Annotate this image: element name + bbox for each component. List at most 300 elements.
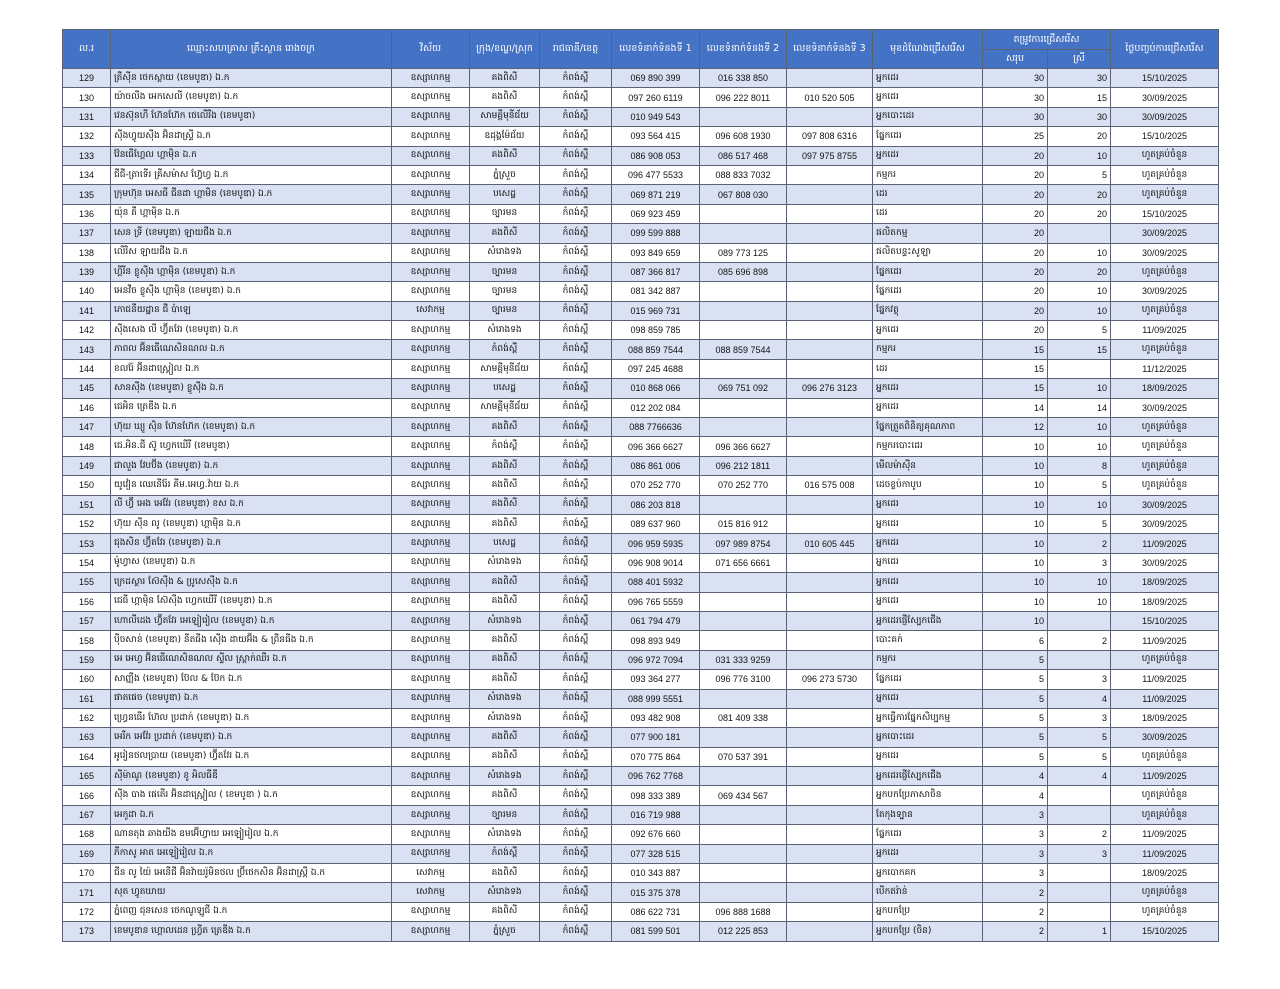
table-row [63, 146, 1219, 165]
cell-phone-1: 086 622 731 [612, 902, 700, 921]
cell-phone-1: 092 676 660 [612, 825, 700, 844]
cell-female: 2 [1048, 631, 1111, 650]
cell-phone-1: 098 859 785 [612, 321, 700, 340]
cell-district: សំរោងទង [470, 883, 540, 902]
cell-position: អ្នកដេរ [873, 573, 983, 592]
cell-phone-2: 085 696 898 [700, 262, 787, 281]
cell-sector: ឧស្សាហកម្ម [392, 321, 470, 340]
cell-deadline: 11/09/2025 [1111, 689, 1219, 708]
cell-total: 20 [983, 243, 1048, 262]
cell-sector: ឧស្សាហកម្ម [392, 146, 470, 165]
cell-position: បោះគក់ [873, 631, 983, 650]
cell-district: ភ្នំស្រួច [470, 922, 540, 941]
header-company: ឈ្មោះសហគ្រាស គ្រឹះស្ថាន រោងចក្រ [111, 30, 392, 69]
cell-no: 146 [63, 398, 111, 417]
cell-sector: ឧស្សាហកម្ម [392, 398, 470, 417]
cell-deadline: 18/09/2025 [1111, 592, 1219, 611]
cell-company: ជីន លូ យ៉ៃ អេនើជី អ៊ិនវ៉ាយរ៉ូមិនថល ប្រ៊ីថេកសិន អ៊ិនដាស្ត្រី ឯ.ក [111, 864, 392, 883]
cell-phone-1: 015 969 731 [612, 301, 700, 320]
header-total: សរុប [983, 50, 1048, 69]
cell-phone-2: 031 333 9259 [700, 650, 787, 669]
cell-female: 20 [1048, 127, 1111, 146]
cell-total: 10 [983, 437, 1048, 456]
cell-female: 10 [1048, 418, 1111, 437]
cell-deadline: 18/09/2025 [1111, 379, 1219, 398]
cell-phone-1: 088 859 7544 [612, 340, 700, 359]
table-row [63, 437, 1219, 456]
cell-phone-3 [787, 398, 873, 417]
cell-district: ច្បារមន [470, 204, 540, 223]
cell-phone-2: 081 409 338 [700, 708, 787, 727]
cell-position: ដេរ [873, 359, 983, 378]
cell-position: អ្នកដេរផ្ញើស្បែកជើង [873, 611, 983, 630]
cell-province: កំពង់ស្ពឺ [540, 825, 612, 844]
cell-deadline: ហូតគ្រប់ចំនួន [1111, 786, 1219, 805]
cell-phone-1: 061 794 479 [612, 611, 700, 630]
cell-deadline: 11/09/2025 [1111, 534, 1219, 553]
cell-company: ម៉ូហ្វាស (ខេមបូឌា) ឯ.ក [111, 553, 392, 572]
cell-province: កំពង់ស្ពឺ [540, 728, 612, 747]
cell-total: 10 [983, 476, 1048, 495]
cell-province: កំពង់ស្ពឺ [540, 282, 612, 301]
table-row [63, 553, 1219, 572]
cell-deadline: 15/10/2025 [1111, 204, 1219, 223]
cell-province: កំពង់ស្ពឺ [540, 418, 612, 437]
cell-position: អ្នកដេរ [873, 146, 983, 165]
cell-province: កំពង់ស្ពឺ [540, 127, 612, 146]
cell-phone-3 [787, 805, 873, 824]
cell-province: កំពង់ស្ពឺ [540, 650, 612, 669]
cell-company: ហ៊ុយ ស៊ីន លូ (ខេមបូឌា) ហ្គាម៉ិន ឯ.ក [111, 514, 392, 533]
cell-female: 15 [1048, 340, 1111, 359]
cell-position: អ្នកបកប្រែភាសាចិន [873, 786, 983, 805]
cell-company: ជាលួង វែបប៊ីង (ខេមបូឌា) ឯ.ក [111, 456, 392, 475]
cell-position: អ្នកដេរ [873, 321, 983, 340]
cell-district: បសេដ្ឋ [470, 534, 540, 553]
cell-no: 150 [63, 476, 111, 495]
table-row [63, 165, 1219, 184]
cell-province: កំពង់ស្ពឺ [540, 398, 612, 417]
table-row [63, 185, 1219, 204]
cell-position: អ្នកដេរ [873, 69, 983, 88]
cell-district: គងពិសី [470, 747, 540, 766]
cell-total: 10 [983, 495, 1048, 514]
cell-phone-2 [700, 359, 787, 378]
cell-phone-2 [700, 107, 787, 126]
cell-deadline: 30/09/2025 [1111, 107, 1219, 126]
cell-phone-3 [787, 689, 873, 708]
cell-sector: ឧស្សាហកម្ម [392, 728, 470, 747]
cell-sector: ឧស្សាហកម្ម [392, 786, 470, 805]
cell-company: ហ្គីរីន ខ្លូស៊ីង ហ្គាម៉ិន (ខេមបូឌា) ឯ.ក [111, 262, 392, 281]
cell-sector: ឧស្សាហកម្ម [392, 767, 470, 786]
cell-sector: ឧស្សាហកម្ម [392, 243, 470, 262]
cell-company: ភាពល អ៊ីនធើណេសិនណល ឯ.ក [111, 340, 392, 359]
table-row [63, 670, 1219, 689]
cell-female: 10 [1048, 243, 1111, 262]
cell-position: អ្នកបោះដេរ [873, 107, 983, 126]
cell-phone-2 [700, 204, 787, 223]
cell-deadline: 30/09/2025 [1111, 495, 1219, 514]
cell-sector: ឧស្សាហកម្ម [392, 262, 470, 281]
cell-no: 135 [63, 185, 111, 204]
cell-province: កំពង់ស្ពឺ [540, 883, 612, 902]
cell-deadline: ហូតគ្រប់ចំនួន [1111, 418, 1219, 437]
cell-phone-1: 010 343 887 [612, 864, 700, 883]
cell-no: 169 [63, 844, 111, 863]
cell-total: 30 [983, 69, 1048, 88]
cell-district: គងពិសី [470, 592, 540, 611]
cell-phone-2 [700, 418, 787, 437]
cell-phone-1: 086 861 006 [612, 456, 700, 475]
cell-phone-3 [787, 611, 873, 630]
table-row [63, 825, 1219, 844]
cell-deadline: 15/10/2025 [1111, 611, 1219, 630]
cell-phone-3 [787, 708, 873, 727]
cell-position: ផ្នែកដេរ [873, 825, 983, 844]
table-row [63, 922, 1219, 941]
cell-total: 10 [983, 573, 1048, 592]
cell-district: គងពិសី [470, 69, 540, 88]
table-row [63, 127, 1219, 146]
cell-position: អ្នកដេរ [873, 689, 983, 708]
cell-no: 161 [63, 689, 111, 708]
table-row [63, 69, 1219, 88]
cell-phone-2 [700, 573, 787, 592]
cell-total: 14 [983, 398, 1048, 417]
cell-deadline: 15/10/2025 [1111, 922, 1219, 941]
cell-company: អូរៀនថលប្រាយ (ខេមបូឌា) ហ្វ៊ីតវែរ ឯ.ក [111, 747, 392, 766]
cell-phone-3 [787, 767, 873, 786]
cell-sector: សេវាកម្ម [392, 864, 470, 883]
cell-deadline: ហូតគ្រប់ចំនួន [1111, 262, 1219, 281]
cell-position: អ្នកដេរ [873, 534, 983, 553]
table-row [63, 204, 1219, 223]
cell-no: 154 [63, 553, 111, 572]
table-row [63, 301, 1219, 320]
cell-female: 5 [1048, 747, 1111, 766]
cell-district: គងពិសី [470, 418, 540, 437]
cell-phone-2: 096 366 6627 [700, 437, 787, 456]
cell-company: ស៊ីម៉ាណូ (ខេមបូឌា) ខូ អិលធីឌី [111, 767, 392, 786]
header-sector: វិស័យ [392, 30, 470, 69]
cell-sector: ឧស្សាហកម្ម [392, 650, 470, 669]
cell-province: កំពង់ស្ពឺ [540, 805, 612, 824]
cell-phone-1: 010 868 066 [612, 379, 700, 398]
cell-district: គងពិសី [470, 456, 540, 475]
cell-company: អេកូដា ឯ.ក [111, 805, 392, 824]
cell-district: បសេដ្ឋ [470, 185, 540, 204]
cell-position: ដេរ [873, 185, 983, 204]
cell-deadline: 30/09/2025 [1111, 553, 1219, 572]
cell-province: កំពង់ស្ពឺ [540, 534, 612, 553]
cell-province: កំពង់ស្ពឺ [540, 902, 612, 921]
cell-province: កំពង់ស្ពឺ [540, 670, 612, 689]
cell-position: តែកុងទ្បាន [873, 805, 983, 824]
cell-province: កំពង់ស្ពឺ [540, 321, 612, 340]
cell-position: អ្នកបកប្រែ (ចិន) [873, 922, 983, 941]
cell-deadline: ហូតគ្រប់ចំនួន [1111, 185, 1219, 204]
cell-province: កំពង់ស្ពឺ [540, 340, 612, 359]
cell-company: លើរិស ឡាយជីង ឯ.ក [111, 243, 392, 262]
table-row [63, 573, 1219, 592]
cell-female: 1 [1048, 922, 1111, 941]
cell-total: 20 [983, 321, 1048, 340]
cell-deadline: 11/09/2025 [1111, 825, 1219, 844]
cell-district: គងពិសី [470, 146, 540, 165]
cell-phone-2 [700, 864, 787, 883]
cell-sector: ឧស្សាហកម្ម [392, 747, 470, 766]
cell-province: កំពង់ស្ពឺ [540, 243, 612, 262]
cell-sector: ឧស្សាហកម្ម [392, 165, 470, 184]
cell-female: 30 [1048, 107, 1111, 126]
cell-no: 139 [63, 262, 111, 281]
cell-province: កំពង់ស្ពឺ [540, 708, 612, 727]
cell-deadline: ហូតគ្រប់ចំនួន [1111, 747, 1219, 766]
cell-phone-1: 086 908 053 [612, 146, 700, 165]
cell-province: កំពង់ស្ពឺ [540, 573, 612, 592]
cell-deadline: 18/09/2025 [1111, 708, 1219, 727]
cell-phone-1: 097 260 6119 [612, 88, 700, 107]
cell-phone-2: 071 656 6661 [700, 553, 787, 572]
table-row [63, 456, 1219, 475]
cell-phone-2: 096 888 1688 [700, 902, 787, 921]
cell-phone-3 [787, 243, 873, 262]
cell-company: ខលរ៉ែ អ៊ីនដាស្ត្រៀល ឯ.ក [111, 359, 392, 378]
cell-province: កំពង់ស្ពឺ [540, 88, 612, 107]
cell-phone-1: 077 328 515 [612, 844, 700, 863]
cell-deadline: 30/09/2025 [1111, 514, 1219, 533]
cell-district: គងពិសី [470, 902, 540, 921]
cell-female: 5 [1048, 165, 1111, 184]
cell-female: 10 [1048, 573, 1111, 592]
cell-district: សាមគ្គីមុនីជ័យ [470, 107, 540, 126]
cell-province: កំពង់ស្ពឺ [540, 922, 612, 941]
cell-phone-1: 077 900 181 [612, 728, 700, 747]
cell-female: 20 [1048, 262, 1111, 281]
cell-no: 131 [63, 107, 111, 126]
cell-position: អ្នកដេរ [873, 514, 983, 533]
cell-phone-3 [787, 747, 873, 766]
cell-phone-1: 089 637 960 [612, 514, 700, 533]
table-row [63, 321, 1219, 340]
table-row [63, 282, 1219, 301]
cell-phone-1: 096 765 5559 [612, 592, 700, 611]
cell-position: ផ្នែកដេរ [873, 670, 983, 689]
cell-phone-1: 070 252 770 [612, 476, 700, 495]
cell-deadline: 15/10/2025 [1111, 127, 1219, 146]
cell-total: 15 [983, 379, 1048, 398]
cell-phone-3 [787, 224, 873, 243]
table-header [63, 30, 1219, 69]
cell-province: កំពង់ស្ពឺ [540, 165, 612, 184]
cell-no: 142 [63, 321, 111, 340]
cell-phone-1: 012 202 084 [612, 398, 700, 417]
cell-company: ផាតផេច (ខេមបូឌា) ឯ.ក [111, 689, 392, 708]
cell-sector: ឧស្សាហកម្ម [392, 340, 470, 359]
cell-company: យ៉ាចលីង អេកសេលី (ខេមបូឌា) ឯ.ក [111, 88, 392, 107]
table-row [63, 844, 1219, 863]
cell-district: សំរោងទង [470, 689, 540, 708]
table-body [63, 69, 1219, 942]
cell-sector: ឧស្សាហកម្ម [392, 476, 470, 495]
cell-district: សាមគ្គីមុនីជ័យ [470, 398, 540, 417]
cell-phone-3 [787, 456, 873, 475]
cell-company: លី ហ្វ៊ី អេង អេវ៉ែរ (ខេមបូឌា) ខស ឯ.ក [111, 495, 392, 514]
cell-no: 170 [63, 864, 111, 883]
cell-district: ច្បារមន [470, 301, 540, 320]
cell-company: សេន ទ្រី (ខេមបូឌា) ឡាយជីង ឯ.ក [111, 224, 392, 243]
cell-no: 137 [63, 224, 111, 243]
cell-female: 2 [1048, 825, 1111, 844]
cell-sector: ឧស្សាហកម្ម [392, 825, 470, 844]
cell-deadline: 11/09/2025 [1111, 631, 1219, 650]
header-no: ល.រ [63, 30, 111, 69]
table-row [63, 534, 1219, 553]
cell-company: សុត ហ្វូតឃាយ [111, 883, 392, 902]
cell-no: 143 [63, 340, 111, 359]
cell-total: 6 [983, 631, 1048, 650]
cell-female: 3 [1048, 553, 1111, 572]
cell-female [1048, 611, 1111, 630]
cell-sector: ឧស្សាហកម្ម [392, 844, 470, 863]
cell-phone-3 [787, 922, 873, 941]
cell-no: 136 [63, 204, 111, 223]
cell-district: គងពិសី [470, 650, 540, 669]
cell-phone-3 [787, 883, 873, 902]
cell-sector: ឧស្សាហកម្ម [392, 922, 470, 941]
cell-total: 3 [983, 825, 1048, 844]
cell-district: គងពិសី [470, 573, 540, 592]
cell-female: 20 [1048, 204, 1111, 223]
cell-sector: ឧស្សាហកម្ម [392, 592, 470, 611]
cell-sector: ឧស្សាហកម្ម [392, 611, 470, 630]
cell-company: ណានតុង ឆាងយីង ឧមអ៊ើហ្វាយ អេឡៀរៀល ឯ.ក [111, 825, 392, 844]
cell-company: អេនវីច ខ្លូស៊ីង ហ្គាម៉ិន (ខេមបូឌា) ឯ.ក [111, 282, 392, 301]
cell-no: 158 [63, 631, 111, 650]
cell-sector: សេវាកម្ម [392, 883, 470, 902]
cell-female: 4 [1048, 689, 1111, 708]
cell-district: សំរោងទង [470, 708, 540, 727]
cell-deadline: 30/09/2025 [1111, 282, 1219, 301]
cell-phone-3 [787, 185, 873, 204]
cell-company: ជីជី-ត្រាទើរ គ្រីសម៉ាស ហ្វ៊ែហ្វ ឯ.ក [111, 165, 392, 184]
cell-position: អ្នកបកប្រែ [873, 902, 983, 921]
cell-total: 20 [983, 262, 1048, 281]
cell-phone-1: 070 775 864 [612, 747, 700, 766]
cell-phone-2: 096 776 3100 [700, 670, 787, 689]
cell-sector: ឧស្សាហកម្ម [392, 689, 470, 708]
cell-position: ដេរ [873, 204, 983, 223]
cell-total: 2 [983, 922, 1048, 941]
cell-district: ភ្នំស្រួច [470, 165, 540, 184]
cell-phone-1: 016 719 988 [612, 805, 700, 824]
table-row [63, 592, 1219, 611]
cell-position: អ្នកដេរ [873, 88, 983, 107]
cell-phone-3 [787, 553, 873, 572]
cell-province: កំពង់ស្ពឺ [540, 864, 612, 883]
table-row [63, 767, 1219, 786]
cell-total: 5 [983, 728, 1048, 747]
cell-no: 132 [63, 127, 111, 146]
cell-position: អ្នកដេរ [873, 553, 983, 572]
cell-deadline: ហូតគ្រប់ចំនួន [1111, 340, 1219, 359]
cell-no: 130 [63, 88, 111, 107]
cell-district: គងពិសី [470, 864, 540, 883]
cell-no: 165 [63, 767, 111, 786]
cell-phone-1: 081 599 501 [612, 922, 700, 941]
cell-phone-2 [700, 689, 787, 708]
cell-phone-2 [700, 398, 787, 417]
cell-company: ភោជនីយដ្ឋាន ជី ប៉ាឡេ [111, 301, 392, 320]
cell-deadline: 11/09/2025 [1111, 321, 1219, 340]
cell-district: កំពង់ស្ពឺ [470, 340, 540, 359]
cell-position: ដេចខ្ចប់កាបូប [873, 476, 983, 495]
cell-position: អ្នកដេរ [873, 592, 983, 611]
cell-district: គងពិសី [470, 224, 540, 243]
cell-position: ផ្នែកដេរ [873, 127, 983, 146]
cell-phone-2: 069 434 567 [700, 786, 787, 805]
cell-company: ភីកាសូ អាត អេឡៀរៀល ឯ.ក [111, 844, 392, 863]
cell-province: កំពង់ស្ពឺ [540, 146, 612, 165]
cell-total: 10 [983, 592, 1048, 611]
cell-sector: ឧស្សាហកម្ម [392, 127, 470, 146]
cell-province: កំពង់ស្ពឺ [540, 437, 612, 456]
cell-sector: ឧស្សាហកម្ម [392, 185, 470, 204]
table-row [63, 107, 1219, 126]
cell-phone-1: 093 564 415 [612, 127, 700, 146]
cell-phone-1: 096 366 6627 [612, 437, 700, 456]
cell-company: ស៊ីងសេង លី ហ្វ៊ីតវែរ (ខេមបូឌា) ឯ.ក [111, 321, 392, 340]
cell-sector: ឧស្សាហកម្ម [392, 631, 470, 650]
cell-no: 144 [63, 359, 111, 378]
cell-phone-2: 088 833 7032 [700, 165, 787, 184]
cell-deadline: 15/10/2025 [1111, 69, 1219, 88]
cell-district: គងពិសី [470, 495, 540, 514]
cell-total: 3 [983, 805, 1048, 824]
cell-female [1048, 359, 1111, 378]
cell-position: អ្នកដេរផ្ញើស្បែកជើង [873, 767, 983, 786]
cell-no: 147 [63, 418, 111, 437]
cell-phone-3 [787, 592, 873, 611]
cell-total: 10 [983, 514, 1048, 533]
cell-total: 5 [983, 670, 1048, 689]
cell-total: 3 [983, 844, 1048, 863]
cell-company: ស៊ីងហ្វូយស៊ីង អ៊ិនដាស្រ្ទី ឯ.ក [111, 127, 392, 146]
cell-phone-3 [787, 321, 873, 340]
cell-phone-2: 088 859 7544 [700, 340, 787, 359]
cell-total: 5 [983, 650, 1048, 669]
cell-province: កំពង់ស្ពឺ [540, 786, 612, 805]
cell-sector: ឧស្សាហកម្ម [392, 534, 470, 553]
cell-company: ភ្នំពេញ ជុនសេន ថេកណូឡូជី ឯ.ក [111, 902, 392, 921]
cell-phone-2 [700, 301, 787, 320]
cell-female [1048, 224, 1111, 243]
cell-district: សំរោងទង [470, 321, 540, 340]
cell-phone-3 [787, 165, 873, 184]
cell-phone-2: 070 537 391 [700, 747, 787, 766]
cell-phone-3 [787, 786, 873, 805]
cell-sector: ឧស្សាហកម្ម [392, 418, 470, 437]
cell-sector: ឧស្សាហកម្ម [392, 359, 470, 378]
cell-sector: ឧស្សាហកម្ម [392, 204, 470, 223]
cell-position: អ្នកបោកគក [873, 864, 983, 883]
cell-phone-3 [787, 573, 873, 592]
cell-province: កំពង់ស្ពឺ [540, 844, 612, 863]
cell-sector: សេវាកម្ម [392, 301, 470, 320]
cell-phone-2: 015 816 912 [700, 514, 787, 533]
cell-no: 162 [63, 708, 111, 727]
